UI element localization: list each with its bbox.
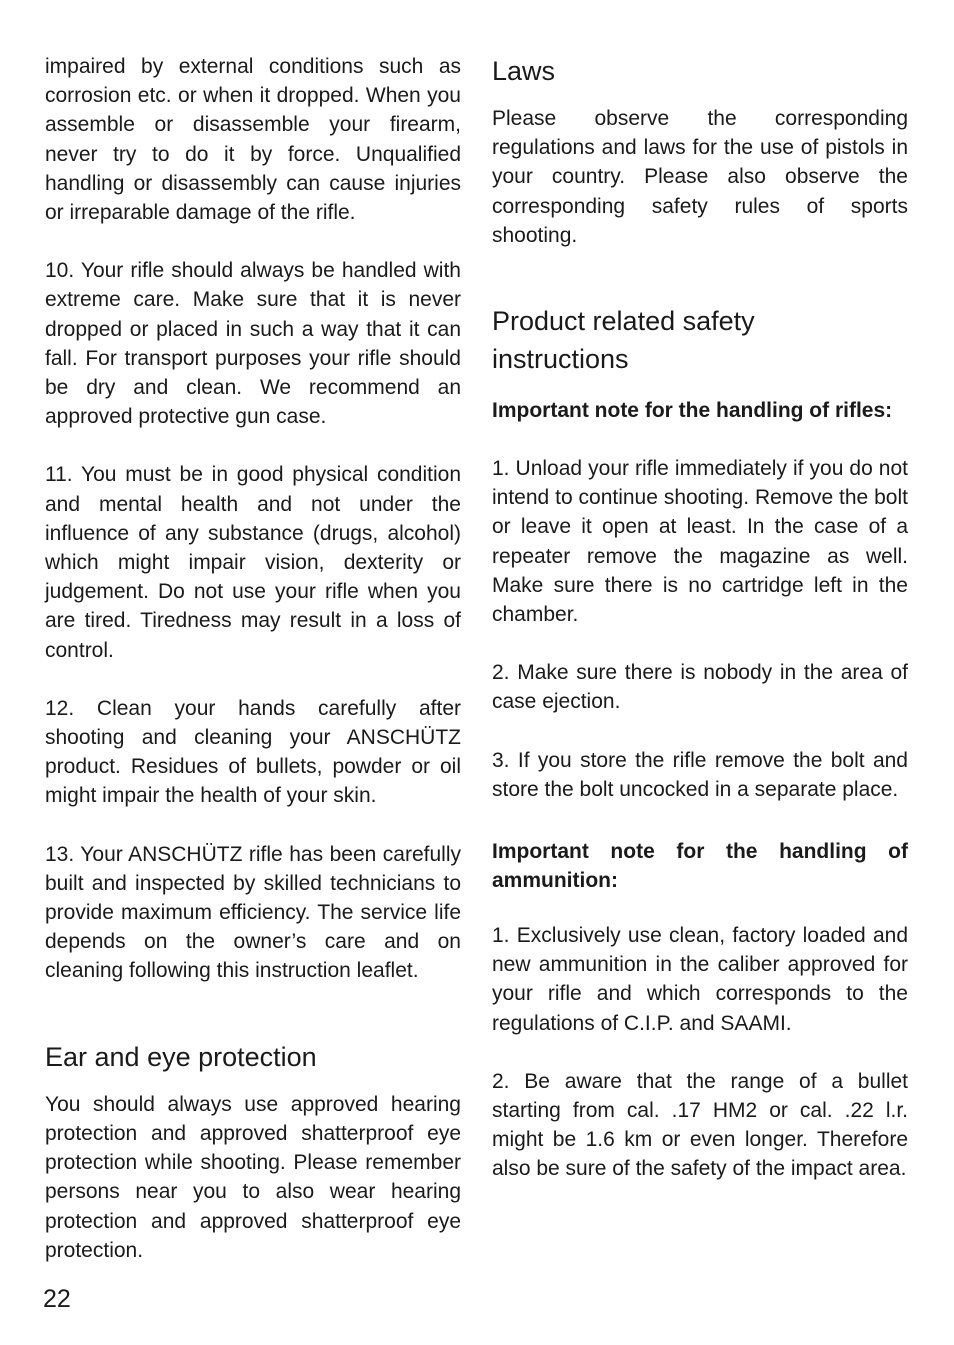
paragraph-item-12: 12. Clean your hands carefully after shooting and cleaning your ANSCHÜTZ product. Residues of bullets, powder or oil might impair the health of your skin. [45, 696, 461, 808]
right-column [492, 52, 908, 1213]
paragraph-laws: Please observe the corresponding regulations and laws for the use of pistols in your country. Please also observe the corresponding safety rules of sports shooting. [492, 107, 908, 247]
heading-product-safety [492, 302, 908, 378]
paragraph-item-10: 10. Your rifle should always be handled with extreme care. Make sure that it is never dropped or placed in such a way that it can fall. For transport purposes your rifle should be dry and clean. We recommend an approved protective gun case. [45, 259, 461, 429]
paragraph-ammo-2: 2. Be aware that the range of a bullet starting from cal. .17 HM2 or cal. .22 l.r. might be 1.6 km or even longer. Therefore also be sure of the safety of the impact area. [492, 1069, 908, 1181]
paragraph-rifle-1: 1. Unload your rifle immediately if you do not intend to continue shooting. Remove the bolt or leave it open at least. In the case of a repeater remove the magazine as well. Make sure there is no cartridge left in the chamber. [492, 457, 908, 627]
left-column [45, 52, 461, 1294]
note-rifles-heading: Important note for the handling of rifles: [492, 399, 893, 423]
page-number: 22 [43, 1285, 71, 1313]
paragraph-item-11: 11. You must be in good physical condition and mental health and not under the influence of any substance (drugs, alcohol) which might impair vision, dexterity or judgement. Do not use your rifle when you are tired. Tiredness may result in a loss of control. [45, 463, 461, 662]
paragraph-item-13: 13. Your ANSCHÜTZ rifle has been carefully built and inspected by skilled technicians to provide maximum efficiency. The service life depends on the owner’s care and on cleaning following this instruction leaflet. [45, 842, 461, 983]
heading-ear-eye-protection: Ear and eye protection [45, 1041, 317, 1072]
paragraph-intro: impaired by external conditions such as corrosion etc. or when it dropped. When you assemble or disassemble your firearm, never try to do it by force. Unqualified handling or disassembly can cause injuries or irreparable damage of the rifle. [45, 55, 461, 225]
paragraph-ear-eye-protection: You should always use approved hearing protection and approved shatterproof eye protection while shooting. Please remember persons near you to also wear hearing protection and approved shatterproof eye protection. [45, 1092, 461, 1262]
paragraph-rifle-2: 2. Make sure there is nobody in the area of case ejection. [492, 661, 908, 714]
note-ammunition-heading: Important note for the handling of ammunition: [492, 840, 908, 893]
heading-laws: Laws [492, 56, 556, 86]
heading-product-safety-line1: Product related safety [492, 306, 755, 337]
paragraph-ammo-1: 1. Exclusively use clean, factory loaded and new ammunition in the caliber approved for your rifle and which corresponds to the regulations of C.I.P. and SAAMI. [492, 924, 908, 1035]
paragraph-rifle-3: 3. If you store the rifle remove the bolt and store the bolt uncocked in a separate place. [492, 748, 908, 801]
heading-product-safety-line2: instructions [492, 344, 629, 375]
